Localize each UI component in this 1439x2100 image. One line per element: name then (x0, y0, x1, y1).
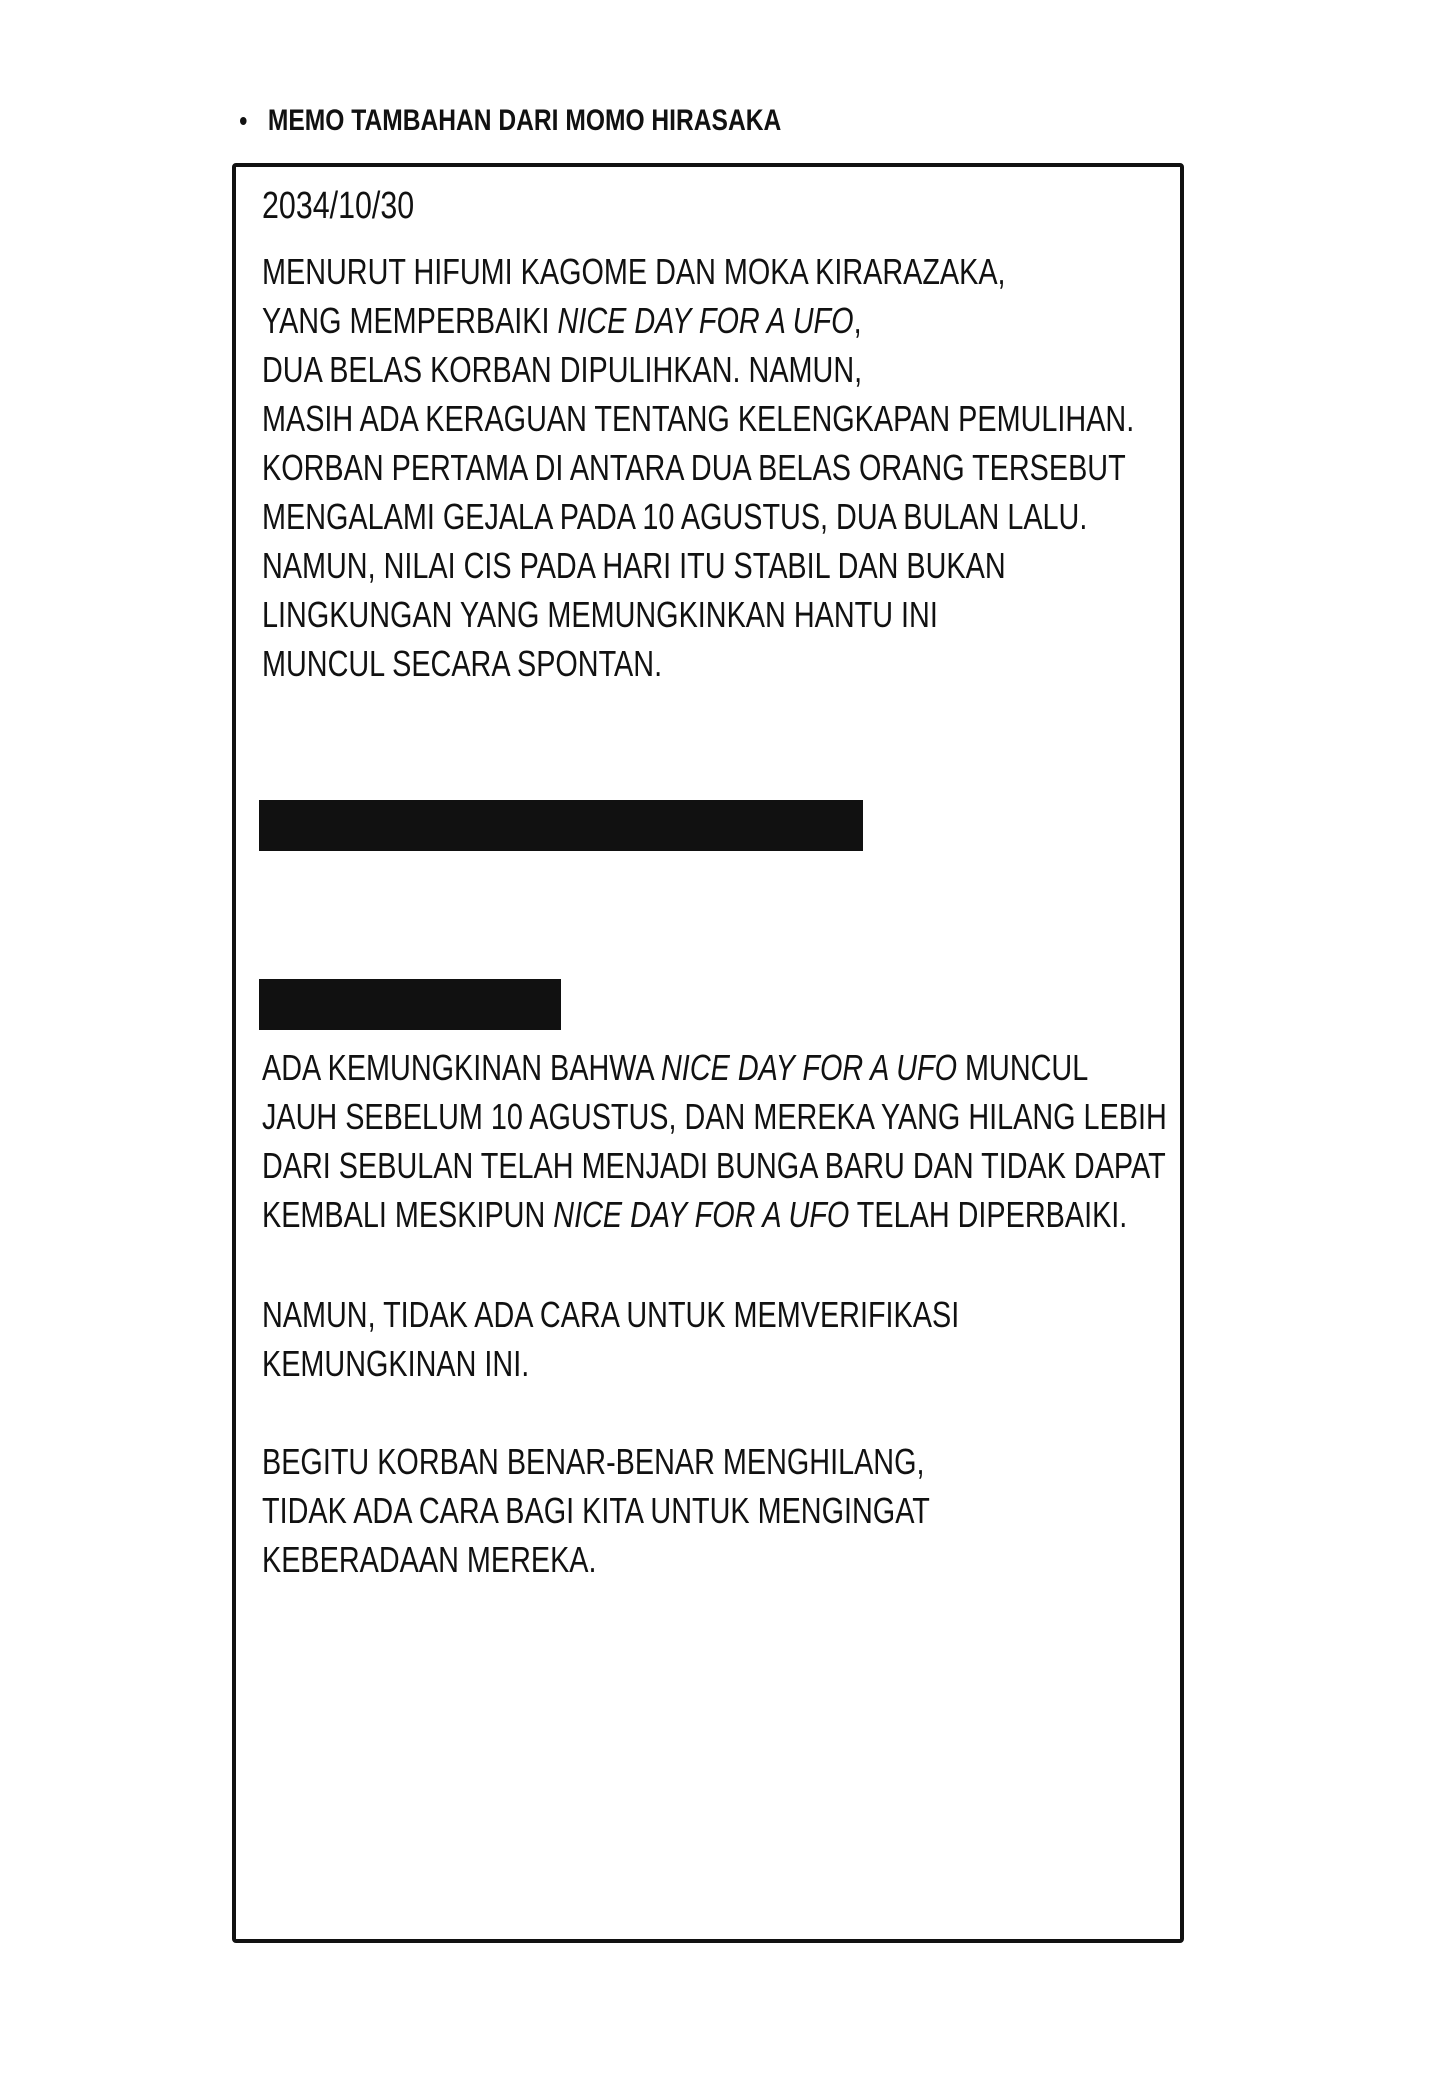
memo-text: ADA KEMUNGKINAN BAHWA (262, 1047, 662, 1088)
memo-text: NAMUN, TIDAK ADA CARA UNTUK MEMVERIFIKASI (262, 1294, 960, 1335)
memo-line (262, 590, 1134, 639)
memo-text: MUNCUL SECARA SPONTAN. (262, 643, 663, 684)
memo-text: KEMBALI MESKIPUN (262, 1194, 554, 1235)
ghost-title: NICE DAY FOR A UFO (553, 1194, 850, 1235)
memo-line (262, 1535, 930, 1584)
memo-heading-text: MEMO TAMBAHAN DARI MOMO HIRASAKA (267, 104, 782, 137)
memo-line (262, 1043, 1167, 1092)
memo-line (262, 492, 1134, 541)
memo-line (262, 394, 1134, 443)
memo-text: DUA BELAS KORBAN DIPULIHKAN. NAMUN, (262, 349, 863, 390)
memo-line (262, 1290, 959, 1339)
memo-paragraph-1 (262, 247, 1134, 688)
memo-line (262, 1092, 1167, 1141)
memo-text: KORBAN PERTAMA DI ANTARA DUA BELAS ORANG TERSEBUT (262, 447, 1126, 488)
redaction-bar (259, 979, 561, 1030)
memo-text: MENURUT HIFUMI KAGOME DAN MOKA KIRARAZAKA, (262, 251, 1006, 292)
memo-line (262, 1141, 1167, 1190)
memo-line (262, 541, 1134, 590)
memo-line (262, 1486, 930, 1535)
memo-text: JAUH SEBELUM 10 AGUSTUS, DAN MEREKA YANG HILANG LEBIH (262, 1096, 1167, 1137)
memo-line (262, 639, 1134, 688)
memo-line (262, 296, 1134, 345)
memo-text: LINGKUNGAN YANG MEMUNGKINKAN HANTU INI (262, 594, 938, 635)
memo-line (262, 1437, 930, 1486)
memo-date: 2034/10/30 (262, 185, 415, 227)
redaction-bar (259, 800, 863, 851)
ghost-title: NICE DAY FOR A UFO (557, 300, 854, 341)
memo-text: MUNCUL (957, 1047, 1089, 1088)
memo-text: TELAH DIPERBAIKI. (849, 1194, 1128, 1235)
memo-text: KEMUNGKINAN INI. (262, 1343, 530, 1384)
memo-text: TIDAK ADA CARA BAGI KITA UNTUK MENGINGAT (262, 1490, 930, 1531)
memo-line (262, 1339, 959, 1388)
memo-text: DARI SEBULAN TELAH MENJADI BUNGA BARU DAN TIDAK DAPAT (262, 1145, 1166, 1186)
ghost-title: NICE DAY FOR A UFO (661, 1047, 958, 1088)
memo-text: MENGALAMI GEJALA PADA 10 AGUSTUS, DUA BULAN LALU. (262, 496, 1088, 537)
memo-text: , (853, 300, 862, 341)
memo-paragraph-4 (262, 1437, 930, 1584)
memo-line (262, 345, 1134, 394)
memo-paragraph-3 (262, 1290, 959, 1388)
memo-line (262, 247, 1134, 296)
memo-line (262, 443, 1134, 492)
memo-text: BEGITU KORBAN BENAR-BENAR MENGHILANG, (262, 1441, 925, 1482)
memo-text: NAMUN, NILAI CIS PADA HARI ITU STABIL DAN BUKAN (262, 545, 1006, 586)
memo-line (262, 1190, 1167, 1239)
memo-paragraph-2 (262, 1043, 1167, 1239)
memo-text: KEBERADAAN MEREKA. (262, 1539, 597, 1580)
bullet-icon (240, 117, 247, 125)
memo-text: YANG MEMPERBAIKI (262, 300, 558, 341)
memo-heading (240, 104, 781, 138)
memo-text: MASIH ADA KERAGUAN TENTANG KELENGKAPAN PEMULIHAN. (262, 398, 1135, 439)
